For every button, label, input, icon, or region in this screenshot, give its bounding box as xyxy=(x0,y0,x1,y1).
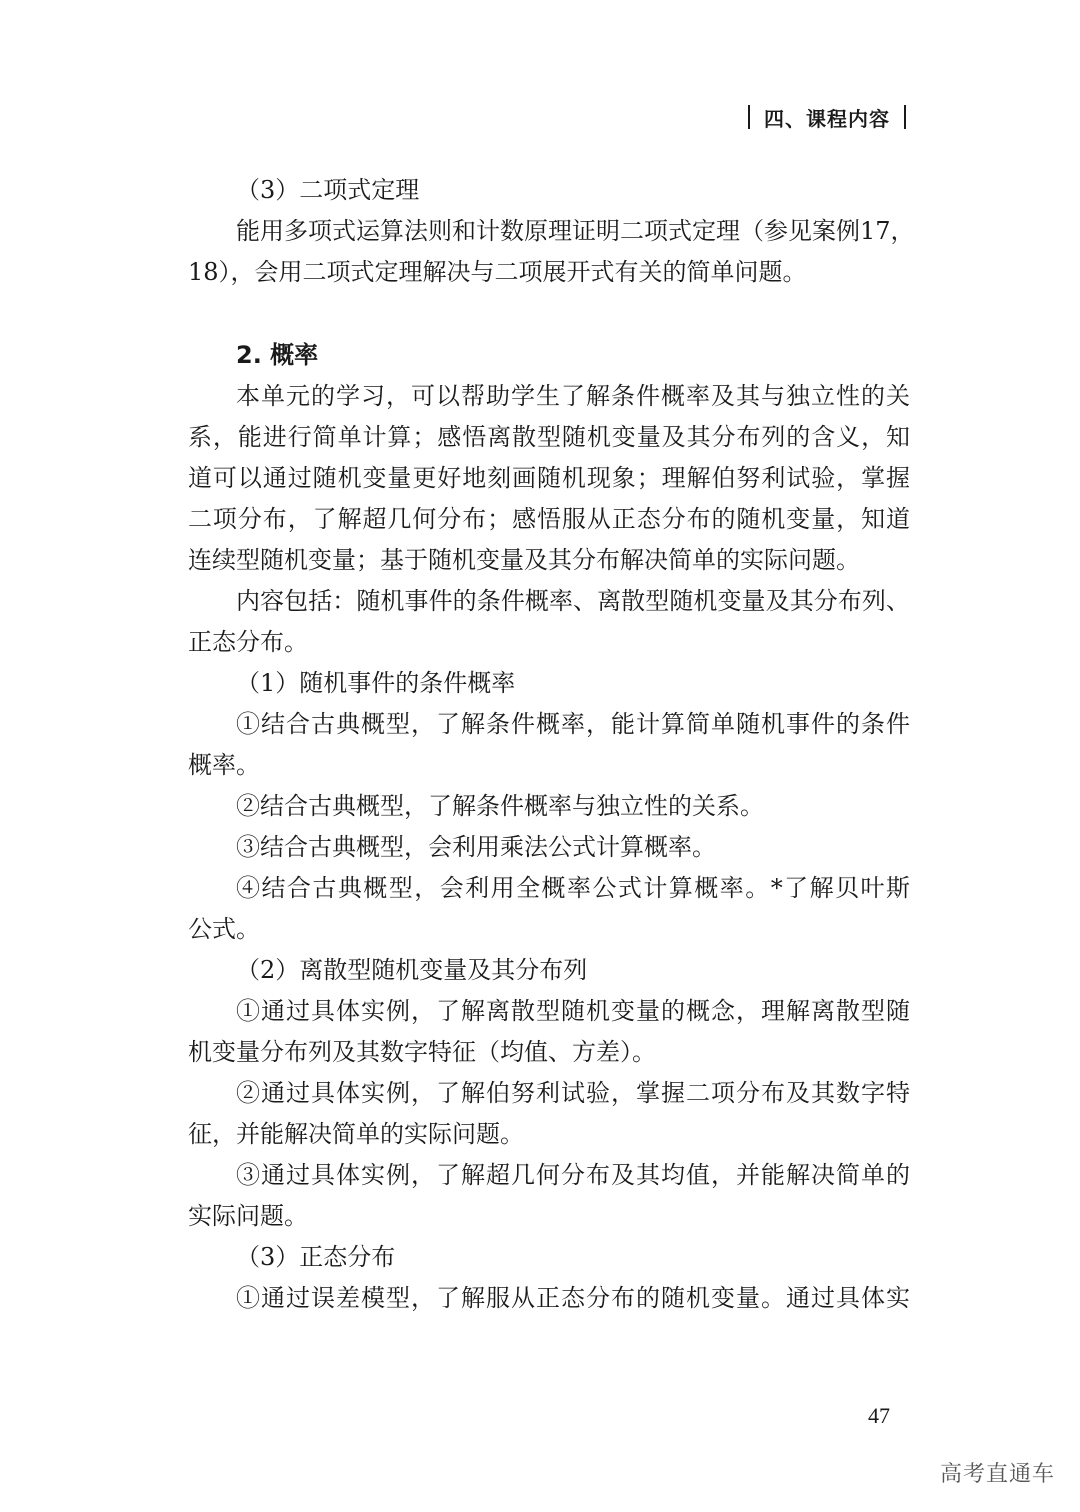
page-body xyxy=(188,170,915,1319)
watermark-text: 高考直通车 xyxy=(940,1462,1056,1487)
list-item-line: ②结合古典概型，了解条件概率与独立性的关系。 xyxy=(236,792,764,820)
header-right-divider xyxy=(904,105,906,129)
paragraph-line: 内容包括：随机事件的条件概率、离散型随机变量及其分布列、 xyxy=(236,587,910,615)
subsection-heading-normal-distribution: （3）正态分布 xyxy=(236,1243,396,1271)
paragraph-line: 系，能进行简单计算；感悟离散型随机变量及其分布列的含义，知 xyxy=(188,423,910,451)
list-item-line: 机变量分布列及其数字特征（均值、方差）。 xyxy=(188,1038,656,1066)
paragraph-line: 18），会用二项式定理解决与二项展开式有关的简单问题。 xyxy=(188,258,807,286)
list-item-line: ②通过具体实例，了解伯努利试验，掌握二项分布及其数字特 xyxy=(236,1079,910,1107)
paragraph-line: 本单元的学习，可以帮助学生了解条件概率及其与独立性的关 xyxy=(236,382,910,410)
paragraph-line: 能用多项式运算法则和计数原理证明二项式定理（参见案例17， xyxy=(236,217,915,245)
header-title: 四、课程内容 xyxy=(764,106,890,131)
header-left-divider xyxy=(748,105,750,129)
list-item-line: ④结合古典概型，会利用全概率公式计算概率。*了解贝叶斯 xyxy=(236,874,910,902)
list-item-line: 征，并能解决简单的实际问题。 xyxy=(188,1120,524,1148)
list-item-line: ①结合古典概型，了解条件概率，能计算简单随机事件的条件 xyxy=(236,710,910,738)
list-item-line: 公式。 xyxy=(188,915,260,943)
list-item-line: 概率。 xyxy=(188,751,260,779)
page-number: 47 xyxy=(868,1403,890,1428)
list-item-line: ③通过具体实例，了解超几何分布及其均值，并能解决简单的 xyxy=(236,1161,910,1189)
list-item-line: 实际问题。 xyxy=(188,1202,308,1230)
paragraph-line: 二项分布，了解超几何分布；感悟服从正态分布的随机变量，知道 xyxy=(188,505,910,533)
running-header xyxy=(748,100,906,134)
paragraph-line: 道可以通过随机变量更好地刻画随机现象；理解伯努利试验，掌握 xyxy=(188,464,910,492)
list-item-line: ①通过误差模型，了解服从正态分布的随机变量。通过具体实 xyxy=(236,1284,910,1312)
paragraph-line: 正态分布。 xyxy=(188,628,308,656)
subsection-heading-binomial-theorem: （3）二项式定理 xyxy=(236,176,420,204)
list-item-line: ①通过具体实例，了解离散型随机变量的概念，理解离散型随 xyxy=(236,997,910,1025)
subsection-heading-discrete-random-variable: （2）离散型随机变量及其分布列 xyxy=(236,956,588,984)
list-item-line: ③结合古典概型，会利用乘法公式计算概率。 xyxy=(236,833,716,861)
paragraph-line: 连续型随机变量；基于随机变量及其分布解决简单的实际问题。 xyxy=(188,546,860,574)
section-spacer xyxy=(188,293,910,335)
section-heading-probability: 2. 概率 xyxy=(236,341,319,369)
subsection-heading-conditional-probability: （1）随机事件的条件概率 xyxy=(236,669,516,697)
